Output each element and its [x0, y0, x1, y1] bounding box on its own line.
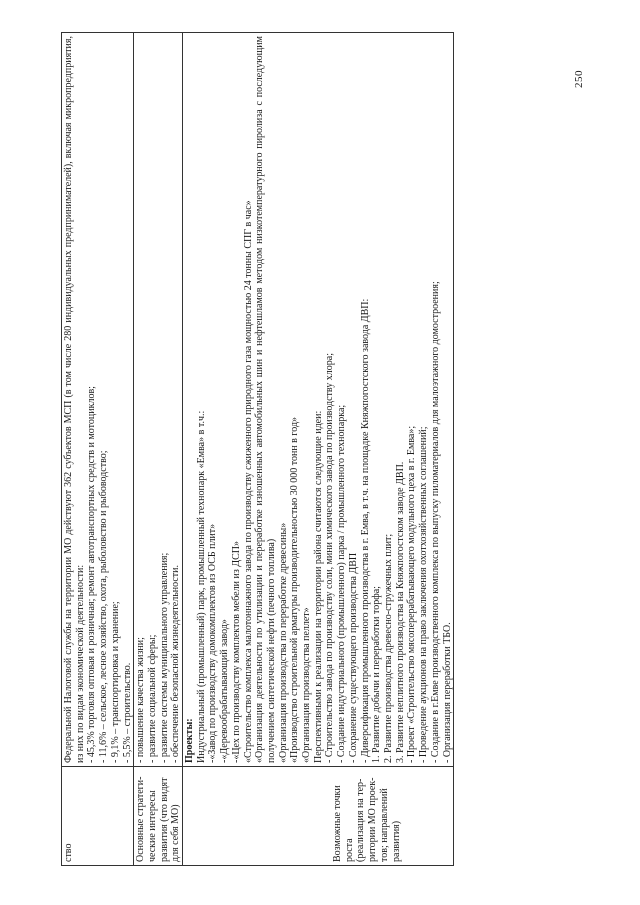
- table-row-growth-points: [183, 33, 454, 866]
- row-label: [183, 767, 454, 866]
- content-paragraph: - Организация переработки ТБО.: [441, 622, 453, 763]
- content-paragraph: Федеральной Налоговой службы на территории МО действуют 362 субъектов МСП (в том числе 280 индивидуальных предпринимателей), включая микропредприятия, из них по видам экономической деятельности:: [63, 36, 86, 763]
- projects-heading: Проекты:: [184, 718, 196, 763]
- content-paragraph: «Производство строительной арматуры производительностью 30 000 тонн в год»: [289, 416, 301, 763]
- row-label-line: ческие интересы: [146, 790, 158, 862]
- table-row-mfp: [62, 33, 134, 866]
- row-label: [134, 767, 183, 866]
- content-paragraph: «Строительство комплекса малотоннажного завода по производству сжиженного природного газа мощностью 24 тонны СПГ в час»: [242, 200, 254, 763]
- content-paragraph: Перспективными к реализации на территории района считаются следующие идеи:: [312, 410, 324, 763]
- content-paragraph: - развитие системы муниципального управления;: [158, 552, 170, 763]
- row-label-line: Возможные точки: [332, 785, 344, 862]
- row-label-line: (реализация на тер-: [355, 778, 367, 862]
- content-paragraph: - Создание в г.Емве производственного комплекса по выпуску пиломатериалов для малоэтажного домостроения;: [429, 281, 441, 763]
- content-paragraph: - Проведение аукционов на право заключения охотхозяйственных соглашений;: [418, 426, 430, 763]
- content-paragraph: - 9,1% – транспортировка и хранение;: [109, 601, 121, 763]
- content-paragraph: «Организация производства пеллет»: [301, 607, 313, 763]
- row-label-line: для себя МО): [170, 804, 182, 862]
- content-paragraph: - обеспечение безопасной жизнедеятельности.: [170, 564, 182, 763]
- row-label-line: роста: [343, 838, 355, 862]
- rotated-page: [61, 32, 569, 866]
- content-paragraph: 1. Развитие добычи и переработки торфа;: [371, 586, 383, 763]
- content-paragraph: - 5,5% – строительство.: [121, 662, 133, 763]
- content-paragraph: -«Цех по производству комплектов мебели из ДСП»: [230, 541, 242, 763]
- content-paragraph: «Организация производства по переработке древесины»: [277, 522, 289, 763]
- document-table: [61, 32, 454, 866]
- content-paragraph: - Строительство завода по производству соли, мини химического завода по производству хлора;: [324, 352, 336, 763]
- row-content: [62, 33, 134, 767]
- row-label-line: Основные стратеги-: [135, 776, 147, 862]
- page-number: 250: [573, 70, 585, 88]
- row-label-line: ство: [63, 843, 74, 862]
- row-label-block: [184, 770, 402, 862]
- content-paragraph: - 45,3% торговля оптовая и розничная; ремонт автотранспортных средств и мотоциклов;: [86, 386, 98, 763]
- table-row-strategic-interests: [134, 33, 183, 866]
- row-label-line: развития): [390, 820, 402, 862]
- row-label-line: ритории МО проек-: [367, 777, 379, 862]
- content-paragraph: - Создание индустриального (промышленного) парка / промышленного технопарка;: [336, 404, 348, 763]
- content-paragraph: - 11,6% – сельское, лесное хозяйство, охота, рыболовство и рыбоводство;: [98, 450, 110, 763]
- content-paragraph: «Организация деятельности по утилизации и переработке изношенных автомобильных шин и нефтешламов методом низкотемпературного пиролиза с последующим получением синтетической нефти (печного топлива): [254, 36, 277, 763]
- content-paragraph: - развитие социальной сферы;: [146, 634, 158, 763]
- content-paragraph: - Проект «Строительство мясоперерабатывающего модульного цеха в г. Емва»;: [406, 425, 418, 763]
- row-label: [62, 767, 134, 866]
- row-content: [183, 33, 454, 767]
- row-content: [134, 33, 183, 767]
- content-paragraph: 2. Развитие производства древесно-стружечных плит;: [382, 533, 394, 763]
- row-label-line: развития (что видят: [158, 777, 170, 862]
- row-label-line: тов; направлений: [378, 788, 390, 862]
- content-paragraph: - Диверсификация промышленного производства в г. Емва, в т.ч. на площадке Княжпогостского завода ДВП:: [359, 298, 371, 763]
- content-paragraph: - Сохранение существующего производства ДВП: [347, 552, 359, 763]
- content-paragraph: -«Деревообрабатывающий завод»: [219, 619, 231, 763]
- content-paragraph: Индустриальный (промышленный) парк, промышленный технопарк «Емва» в т.ч.:: [195, 410, 207, 763]
- content-paragraph: -«Завод по производству домокомплектов из ОСБ плит»: [207, 523, 219, 763]
- content-paragraph: - повышение качества жизни;: [135, 637, 147, 763]
- content-paragraph: 3. Развитие неплитного производства на Княжпогостском заводе ДВП.: [394, 461, 406, 763]
